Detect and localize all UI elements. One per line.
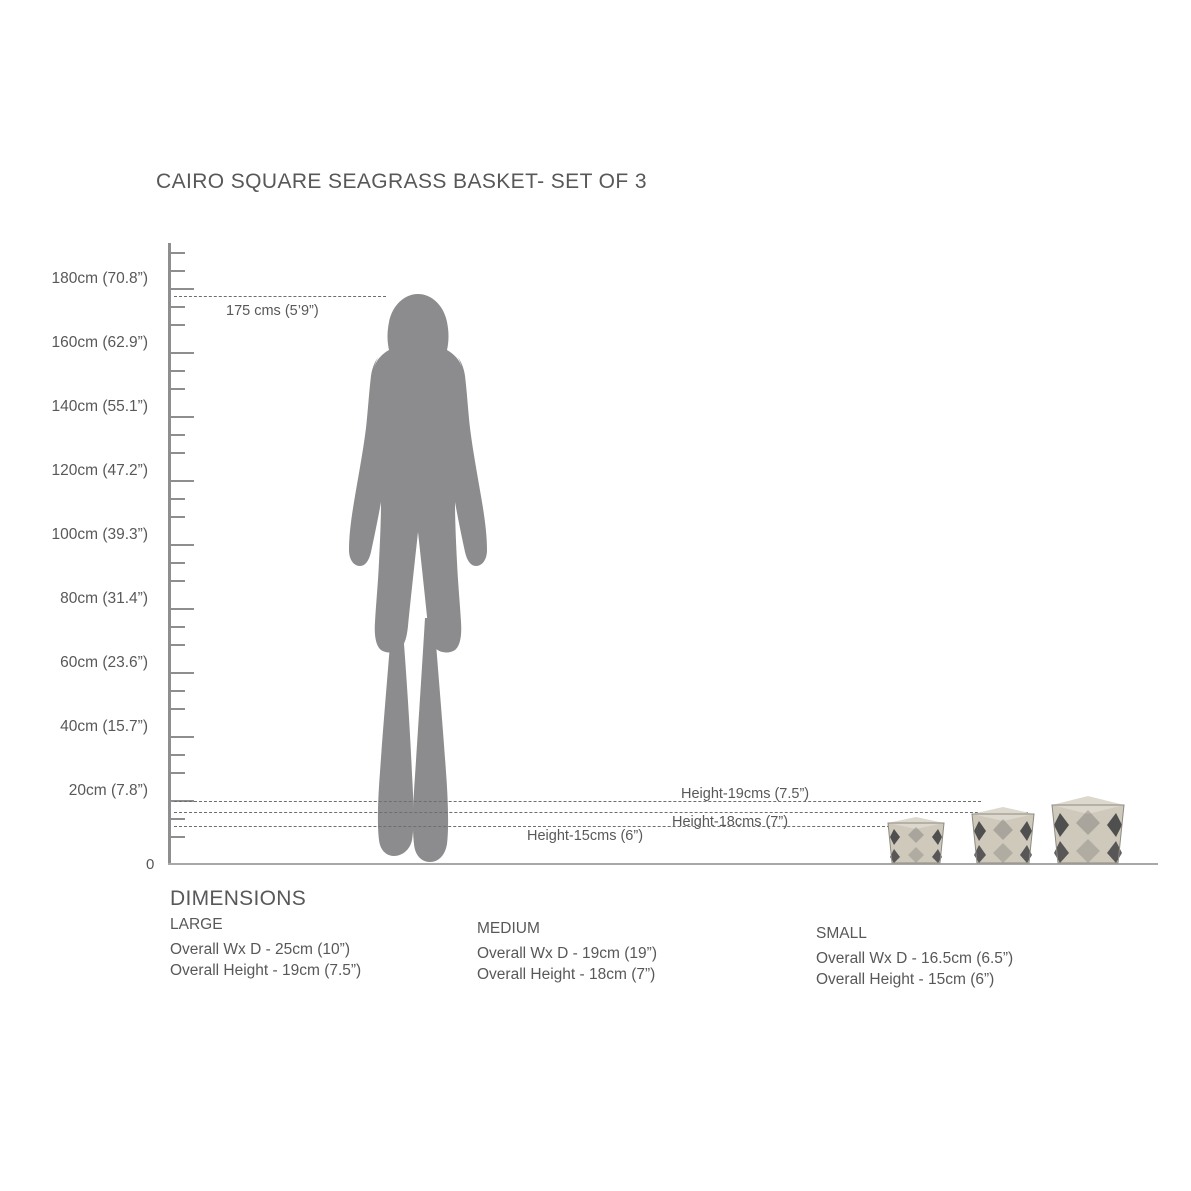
scale-tick-minor: [168, 434, 185, 436]
scale-label-20: 20cm (7.8”): [68, 782, 148, 799]
human-silhouette-icon: [310, 288, 520, 866]
scale-tick-minor: [168, 252, 185, 254]
large-height-leader: [174, 801, 981, 802]
scale-tick-minor: [168, 772, 185, 774]
dimensions-medium: [477, 918, 657, 985]
scale-tick-minor: [168, 836, 185, 838]
dimensions-medium-height: Overall Height - 18cm (7”): [477, 966, 656, 983]
scale-label-180: 180cm (70.8”): [51, 270, 148, 287]
scale-tick-minor: [168, 270, 185, 272]
human-height-leader: [174, 296, 386, 297]
scale-label-40: 40cm (15.7”): [60, 718, 148, 735]
scale-label-140: 140cm (55.1”): [51, 398, 148, 415]
scale-label-zero: 0: [146, 856, 155, 873]
large-height-label: Height-19cms (7.5”): [681, 786, 810, 802]
basket-large-image: [1046, 794, 1130, 865]
small-height-label: Height-15cms (6”): [527, 828, 644, 844]
dimensions-large-size: LARGE: [170, 916, 223, 933]
scale-tick-minor: [168, 562, 185, 564]
scale-tick-major: [168, 480, 194, 482]
scale-label-100: 100cm (39.3”): [51, 526, 148, 543]
scale-label-80: 80cm (31.4”): [60, 590, 148, 607]
scale-tick-minor: [168, 690, 185, 692]
scale-tick-major: [168, 608, 194, 610]
scale-tick-minor: [168, 708, 185, 710]
dimensions-large-width-depth: Overall Wx D - 25cm (10”): [170, 941, 350, 958]
scale-label-160: 160cm (62.9”): [51, 334, 148, 351]
small-height-leader: [174, 826, 890, 827]
dimensions-small-width-depth: Overall Wx D - 16.5cm (6.5”): [816, 950, 1014, 967]
scale-tick-minor: [168, 498, 185, 500]
scale-tick-minor: [168, 388, 185, 390]
scale-label-120: 120cm (47.2”): [51, 462, 148, 479]
human-height-label: 175 cms (5’9”): [226, 303, 319, 319]
dimensions-small-size: SMALL: [816, 925, 867, 942]
medium-height-label: Height-18cms (7”): [672, 814, 789, 830]
scale-tick-minor: [168, 452, 185, 454]
scale-tick-major: [168, 544, 194, 546]
scale-tick-major: [168, 416, 194, 418]
dimensions-large: [170, 914, 361, 981]
dimensions-heading: DIMENSIONS: [170, 887, 307, 910]
dimensions-large-height: Overall Height - 19cm (7.5”): [170, 962, 362, 979]
medium-height-leader: [174, 812, 1028, 813]
scale-label-60: 60cm (23.6”): [60, 654, 148, 671]
scale-tick-major: [168, 352, 194, 354]
scale-tick-major: [168, 288, 194, 290]
scale-tick-major: [168, 672, 194, 674]
scale-tick-minor: [168, 580, 185, 582]
basket-small-image: [884, 815, 948, 865]
scale-tick-minor: [168, 818, 185, 820]
scale-tick-minor: [168, 370, 185, 372]
scale-tick-minor: [168, 306, 185, 308]
dimensions-medium-width-depth: Overall Wx D - 19cm (19”): [477, 945, 657, 962]
scale-tick-minor: [168, 644, 185, 646]
scale-tick-major: [168, 736, 194, 738]
scale-tick-minor: [168, 324, 185, 326]
dimensions-small: [816, 923, 1013, 990]
dimensions-medium-size: MEDIUM: [477, 920, 540, 937]
dimensions-small-height: Overall Height - 15cm (6”): [816, 971, 995, 988]
scale-tick-minor: [168, 516, 185, 518]
basket-medium-image: [967, 805, 1039, 865]
page-title: CAIRO SQUARE SEAGRASS BASKET- SET OF 3: [156, 170, 647, 193]
scale-tick-minor: [168, 626, 185, 628]
scale-tick-minor: [168, 754, 185, 756]
